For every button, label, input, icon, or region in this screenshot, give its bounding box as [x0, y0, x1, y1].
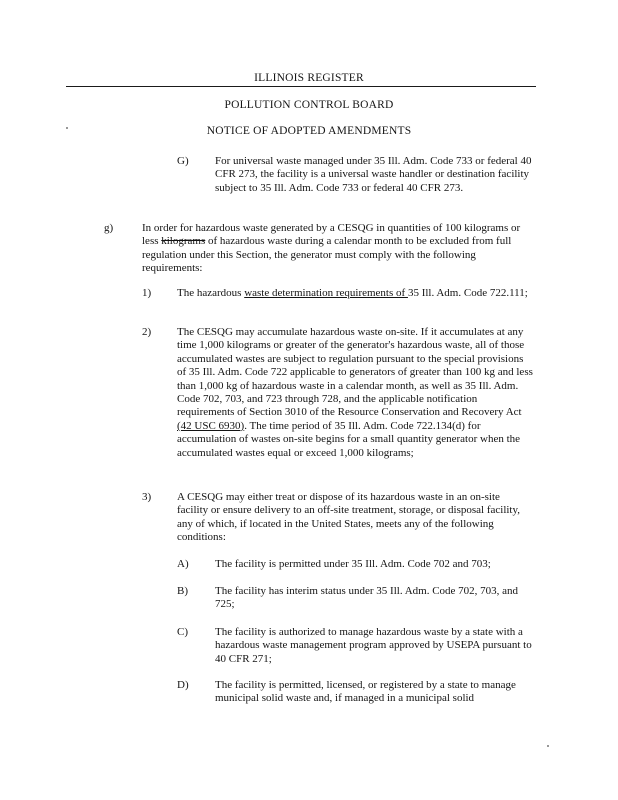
item-A-marker: A)	[177, 558, 189, 570]
item-2-text-after: . The time period of 35 Ill. Adm. Code 722.134(d) for accumulation of wastes on-site begins for a small quantity generator when the accumulated wastes equal or exceed 1,000 kilograms;	[177, 419, 521, 459]
item-G-marker: G)	[177, 155, 189, 167]
item-g-text-struck: kilograms	[161, 235, 206, 248]
item-G-text	[215, 155, 533, 195]
item-2-marker: 2)	[142, 326, 152, 338]
item-1-text-before: The hazardous	[177, 287, 245, 299]
item-1-text	[177, 287, 533, 300]
board-title: POLLUTION CONTROL BOARD	[224, 99, 394, 111]
item-3-text	[177, 491, 533, 545]
item-D-text	[215, 679, 533, 706]
scan-speck	[547, 745, 549, 747]
item-A-text	[215, 558, 533, 571]
item-C-text	[215, 626, 533, 666]
item-1-text-underlined: waste determination requirements of	[244, 287, 408, 299]
item-3-paragraph: A CESQG may either treat or dispose of its hazardous waste in an on-site facility or ensure delivery to an off-site treatment, storage, or disposal facility, any of which, if located in the United States, meets any of the following conditions:	[177, 491, 521, 544]
item-B-marker: B)	[177, 585, 188, 597]
item-C-paragraph: The facility is authorized to manage hazardous waste by a state with a hazardous waste management program approved by USEPA pursuant to 40 CFR 271;	[215, 626, 532, 665]
item-G-paragraph: For universal waste managed under 35 Ill. Adm. Code 733 or federal 40 CFR 273, the facility is a universal waste handler or destination facility subject to 35 Ill. Adm. Code 733 or federal 40 CFR 273.	[215, 155, 532, 194]
item-g-marker: g)	[104, 222, 114, 234]
header-rule	[66, 86, 536, 87]
register-title: ILLINOIS REGISTER	[254, 72, 364, 84]
item-B-paragraph: The facility has interim status under 35 Ill. Adm. Code 702, 703, and 725;	[215, 585, 519, 611]
notice-title: NOTICE OF ADOPTED AMENDMENTS	[206, 125, 412, 137]
item-g-text	[142, 222, 534, 276]
scan-speck	[66, 127, 68, 129]
item-A-paragraph: The facility is permitted under 35 Ill. Adm. Code 702 and 703;	[215, 558, 491, 570]
item-g-text-before: In order for hazardous waste generated by a CESQG in quantities of 100 kilograms or less	[142, 222, 521, 248]
item-2-text-underlined: (42 USC 6930)	[177, 419, 245, 432]
item-2-text-before: The CESQG may accumulate hazardous waste on-site. If it accumulates at any time 1,000 kilograms or greater of the generator's hazardous waste, all of those accumulated wastes are subject to regulation pursuant to the special provisions of 35 Ill. Adm. Code 722 applicable to generators of greater than 100 kg and less than 1,000 kg of hazardous waste in a calendar month, as well as 35 Ill. Adm. Code 702, 703, and 723 through 728, and the applicable notification requirements of Section 3010 of the Resource Conservation and Recovery Act	[177, 326, 533, 419]
item-1-text-after: 35 Ill. Adm. Code 722.111;	[407, 287, 528, 299]
item-D-paragraph: The facility is permitted, licensed, or registered by a state to manage municipal solid waste and, if managed in a municipal solid	[215, 679, 516, 705]
item-1-marker: 1)	[142, 287, 152, 299]
item-D-marker: D)	[177, 679, 189, 691]
item-3-marker: 3)	[142, 491, 152, 503]
item-2-text	[177, 326, 533, 460]
item-B-text	[215, 585, 533, 612]
item-C-marker: C)	[177, 626, 188, 638]
item-g-text-after: of hazardous waste during a calendar month to be excluded from full regulation under this Section, the generator must comply with the following requirements:	[142, 235, 512, 275]
